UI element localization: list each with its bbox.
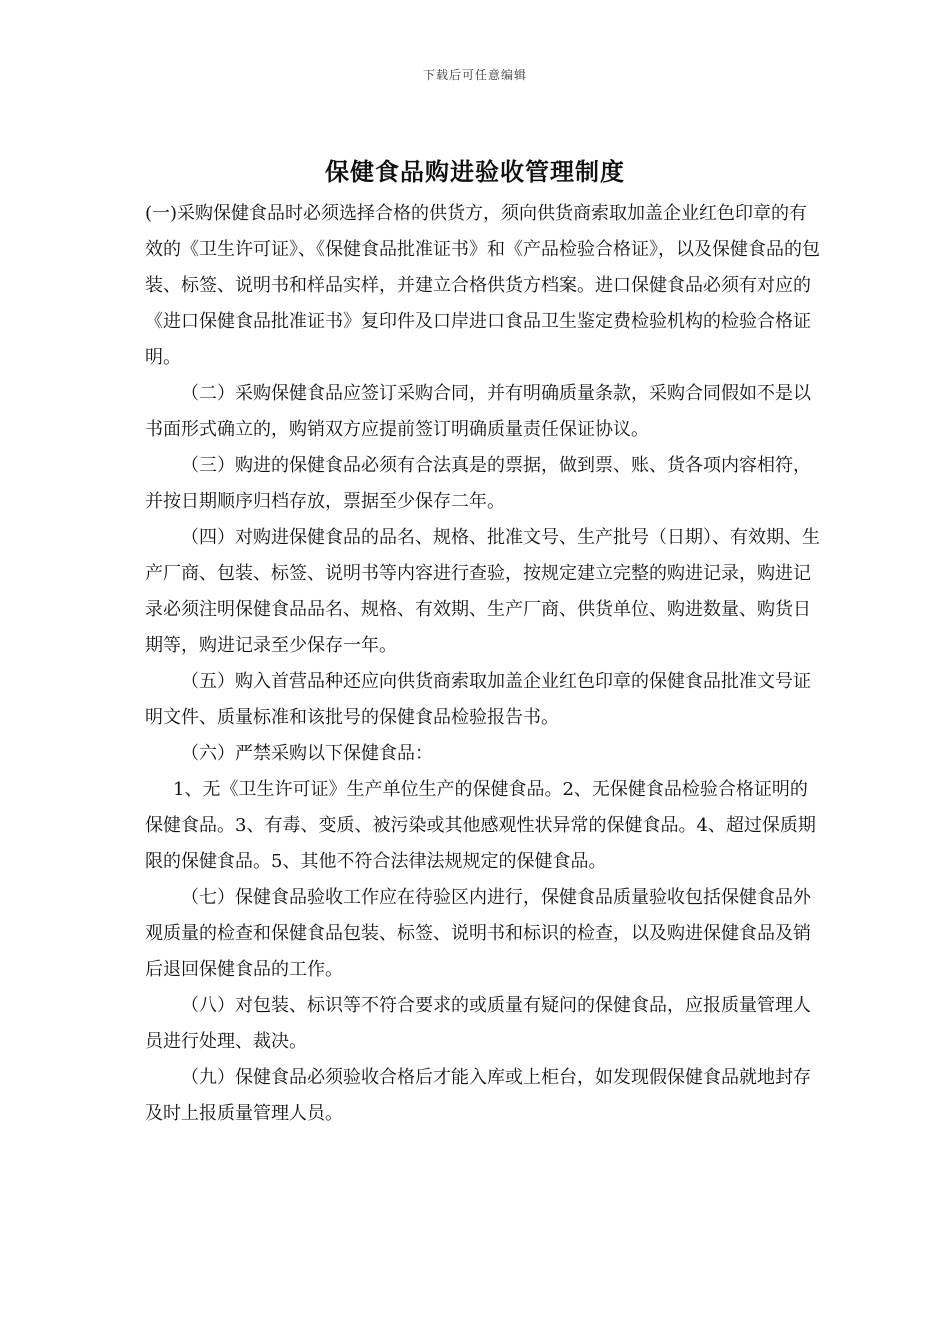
paragraph-4: （四）对购进保健食品的品名、规格、批准文号、生产批号（日期）、有效期、生产厂商、包装、标签、说明书等内容进行查验，按规定建立完整的购进记录，购进记录必须注明保健食品品名、规格、有效期、生产厂商、供货单位、购进数量、购货日期等，购进记录至少保存一年。: [145, 527, 820, 656]
paragraph-10: （九）保健食品必须验收合格后才能入库或上柜台，如发现假保健食品就地封存及时上报质量管理人员。: [145, 1067, 811, 1124]
document-title: 保健食品购进验收管理制度: [325, 157, 625, 186]
paragraph-8: （七）保健食品验收工作应在待验区内进行，保健食品质量验收包括保健食品外观质量的检查和保健食品包装、标签、说明书和标识的检查，以及购进保健食品及销后退回保健食品的工作。: [145, 887, 811, 980]
paragraph-3: （三）购进的保健食品必须有合法真是的票据，做到票、账、货各项内容相符，并按日期顺序归档存放，票据至少保存二年。: [145, 455, 811, 512]
paragraph-2: （二）采购保健食品应签订采购合同，并有明确质量条款，采购合同假如不是以书面形式确立的，购销双方应提前签订明确质量责任保证协议。: [145, 383, 811, 440]
paragraph-5: （五）购入首营品种还应向供货商索取加盖企业红色印章的保健食品批准文号证明文件、质量标准和该批号的保健食品检验报告书。: [145, 671, 811, 728]
paragraph-9: （八）对包装、标识等不符合要求的或质量有疑问的保健食品，应报质量管理人员进行处理、裁决。: [145, 995, 811, 1052]
paragraph-6: （六）严禁采购以下保健食品：: [181, 743, 433, 764]
paragraph-7: 1、无《卫生许可证》生产单位生产的保健食品。2、无保健食品检验合格证明的保健食品。3、有毒、变质、被污染或其他感观性状异常的保健食品。4、超过保质期限的保健食品。5、其他不符合法律法规规定的保健食品。: [145, 779, 816, 872]
paragraph-1: (一)采购保健食品时必须选择合格的供货方，须向供货商索取加盖企业红色印章的有效的《卫生许可证》、《保健食品批准证书》和《产品检验合格证》，以及保健食品的包装、标签、说明书和样品实样，并建立合格供货方档案。进口保健食品必须有对应的《进口保健食品批准证书》复印件及口岸进口食品卫生鉴定费检验机构的检验合格证明。: [145, 203, 820, 368]
header-note: 下载后可任意编辑: [422, 68, 527, 82]
document-body: [145, 196, 825, 1132]
